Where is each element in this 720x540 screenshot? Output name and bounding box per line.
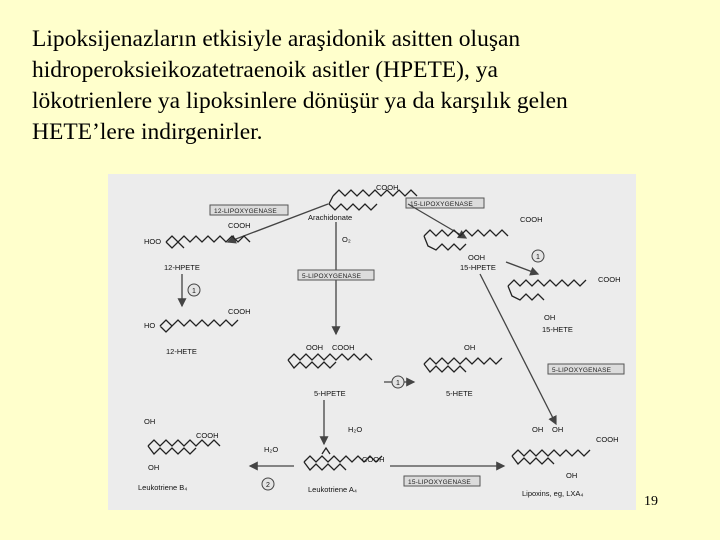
reagent-h2o-a: H₂O [348, 425, 363, 434]
arrow-15hpete-to-lipoxins [480, 274, 556, 424]
12-hpete-structure [144, 221, 251, 248]
pathway-svg [108, 174, 636, 510]
step-1-right: 1 [536, 254, 540, 261]
15-hete-structure [508, 275, 621, 322]
paragraph-line: Lipoksijenazların etkisiyle araşidonik asitten oluşan [32, 26, 521, 52]
paragraph-line: hidroperoksieikozatetraenoik asitler (HPETE), ya [32, 57, 498, 83]
paragraph-line: HETE’lere indirgenirler. [32, 119, 263, 145]
slide-paragraph [32, 24, 712, 148]
arrow-15hpete-to-15hete [506, 262, 538, 274]
5-hete-structure [424, 343, 502, 372]
compound-arachidonate: Arachidonate [308, 213, 353, 222]
ltb4-structure [144, 417, 220, 472]
cooh-label: COOH [520, 215, 543, 224]
compound-12-hete: 12-HETE [166, 347, 197, 356]
compound-15-hete: 15-HETE [542, 325, 573, 334]
oh-label: OH [566, 471, 578, 480]
arachidonate-structure [329, 183, 417, 210]
cooh-label: COOH [228, 307, 251, 316]
oh-label: OH [144, 417, 156, 426]
hoo-label: HOO [144, 237, 162, 246]
12-hete-structure [144, 307, 251, 332]
15-hpete-structure [424, 215, 543, 262]
ho-label: HO [144, 321, 156, 330]
step-2: 2 [266, 482, 270, 489]
compound-ltb4: Leukotriene B₄ [138, 483, 188, 492]
cooh-label: COOH [376, 183, 399, 192]
cooh-label: COOH [196, 431, 219, 440]
cooh-label: COOH [596, 435, 619, 444]
ooh-label: OOH [306, 343, 324, 352]
reagent-o2: O₂ [342, 235, 351, 244]
compound-12-hpete: 12-HPETE [164, 263, 200, 272]
paragraph-line: lökotrienlere ya lipoksinlere dönüşür ya da karşılık gelen [32, 88, 568, 114]
compound-5-hete: 5-HETE [446, 389, 473, 398]
oh-label: OH [544, 313, 556, 322]
lta4-structure [304, 448, 385, 470]
cooh-label: COOH [362, 455, 385, 464]
enzyme-12-lipoxygenase: 12-LIPOXYGENASE [214, 208, 277, 215]
enzyme-15-lipoxygenase-top: 15-LIPOXYGENASE [410, 201, 473, 208]
5-hpete-structure [288, 343, 372, 368]
enzyme-5-lipoxygenase-center: 5-LIPOXYGENASE [302, 273, 362, 280]
cooh-label: COOH [228, 221, 251, 230]
cooh-label: COOH [598, 275, 621, 284]
oh-label: OH [148, 463, 160, 472]
oh-label: OH [464, 343, 476, 352]
oh-label: OH [532, 425, 544, 434]
ooh-label: OOH [468, 253, 486, 262]
enzyme-5-lipoxygenase-right: 5-LIPOXYGENASE [552, 367, 612, 374]
compound-lipoxins: Lipoxins, eg, LXA₄ [522, 489, 584, 498]
compound-15-hpete: 15-HPETE [460, 263, 496, 272]
oh-label: OH [552, 425, 564, 434]
compound-5-hpete: 5-HPETE [314, 389, 346, 398]
reagent-h2o-b: H₂O [264, 445, 279, 454]
lipoxin-structure [512, 425, 619, 480]
page-number: 19 [644, 494, 658, 509]
step-1-left: 1 [192, 288, 196, 295]
enzyme-15-lipoxygenase-bottom: 15-LIPOXYGENASE [408, 479, 471, 486]
step-1-center: 1 [396, 380, 400, 387]
cooh-label: COOH [332, 343, 355, 352]
lipoxygenase-pathway-figure [108, 174, 636, 510]
compound-lta4: Leukotriene A₄ [308, 485, 357, 494]
